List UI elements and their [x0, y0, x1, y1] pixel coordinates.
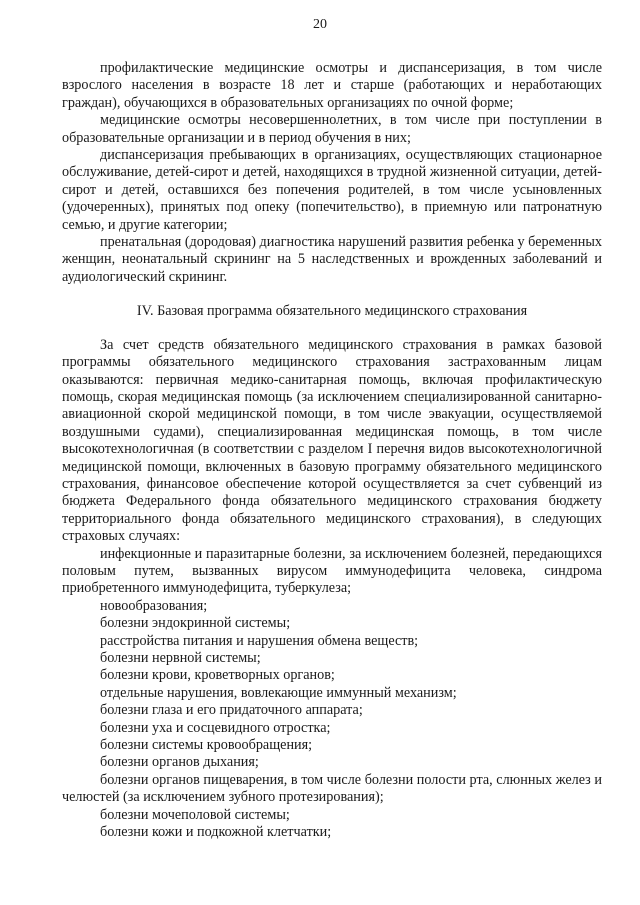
section-heading: IV. Базовая программа обязательного медицинского страхования [136, 303, 528, 320]
intro-item-orphans: диспансеризация пребывающих в организациях, осуществляющих стационарное обслуживание, детей-сирот и детей, находящихся в трудной жизненной ситуации, детей-сирот и детей, оставшихся без попечения родителей, в том числе усыновленных (удочеренных), принятых под опеку (попечительство), в приемную или патронатную семью, и другие категории; [62, 147, 602, 233]
page-number: 20 [313, 17, 327, 32]
document-body [62, 60, 602, 841]
case-item: расстройства питания и нарушения обмена веществ; [100, 632, 419, 649]
intro-item-checkups: профилактические медицинские осмотры и диспансеризация, в том числе взрослого населения в возрасте 18 лет и старше (работающих и неработающих граждан), обучающихся в образовательных организациях по очной форме; [62, 60, 602, 111]
intro-item-prenatal: пренатальная (дородовая) диагностика нарушений развития ребенка у беременных женщин, неонатальный скрининг на 5 наследственных и врожденных заболеваний и аудиологический скрининг. [62, 234, 602, 285]
case-item: инфекционные и паразитарные болезни, за исключением болезней, передающихся половым путем, вызванных вирусом иммунодефицита человека, синдрома приобретенного иммунодефицита, туберкулеза; [62, 545, 602, 597]
case-item: отдельные нарушения, вовлекающие иммунный механизм; [100, 684, 457, 701]
case-item: болезни крови, кроветворных органов; [100, 667, 335, 684]
case-item: болезни эндокринной системы; [100, 615, 291, 632]
case-item: болезни нервной системы; [100, 650, 261, 666]
case-item: болезни системы кровообращения; [100, 737, 313, 754]
case-item: новообразования; [100, 597, 208, 614]
intro-item-minors: медицинские осмотры несовершеннолетних, в том числе при поступлении в образовательные организации и в период обучения в них; [62, 112, 602, 146]
case-item: болезни мочеполовой системы; [100, 806, 290, 823]
case-item: болезни глаза и его придаточного аппарата; [100, 702, 363, 719]
case-item: болезни уха и сосцевидного отростка; [100, 719, 331, 736]
case-item: болезни кожи и подкожной клетчатки; [100, 824, 332, 841]
case-item: болезни органов дыхания; [100, 754, 259, 771]
case-item: болезни органов пищеварения, в том числе болезни полости рта, слюнных желез и челюстей (за исключением зубного протезирования); [62, 771, 602, 806]
section-intro-paragraph: За счет средств обязательного медицинского страхования в рамках базовой программы обязательного медицинского страхования застрахованным лицам оказываются: первичная медико-санитарная помощь, включая профилактическую помощь, скорая медицинская помощь (за исключением специализированной санитарно-авиационной скорой медицинской помощи, в том числе эвакуации, осуществляемой воздушными судами), специализированная медицинская помощь, в том числе высокотехнологичная (в соответствии с разделом I перечня видов высокотехнологичной медицинской помощи, включенных в базовую программу обязательного медицинского страхования, финансовое обеспечение которой осуществляется за счет субвенций из бюджета Федерального фонда обязательного медицинского страхования бюджету территориального фонда обязательного медицинского страхования), в следующих страховых случаях: [62, 336, 602, 545]
